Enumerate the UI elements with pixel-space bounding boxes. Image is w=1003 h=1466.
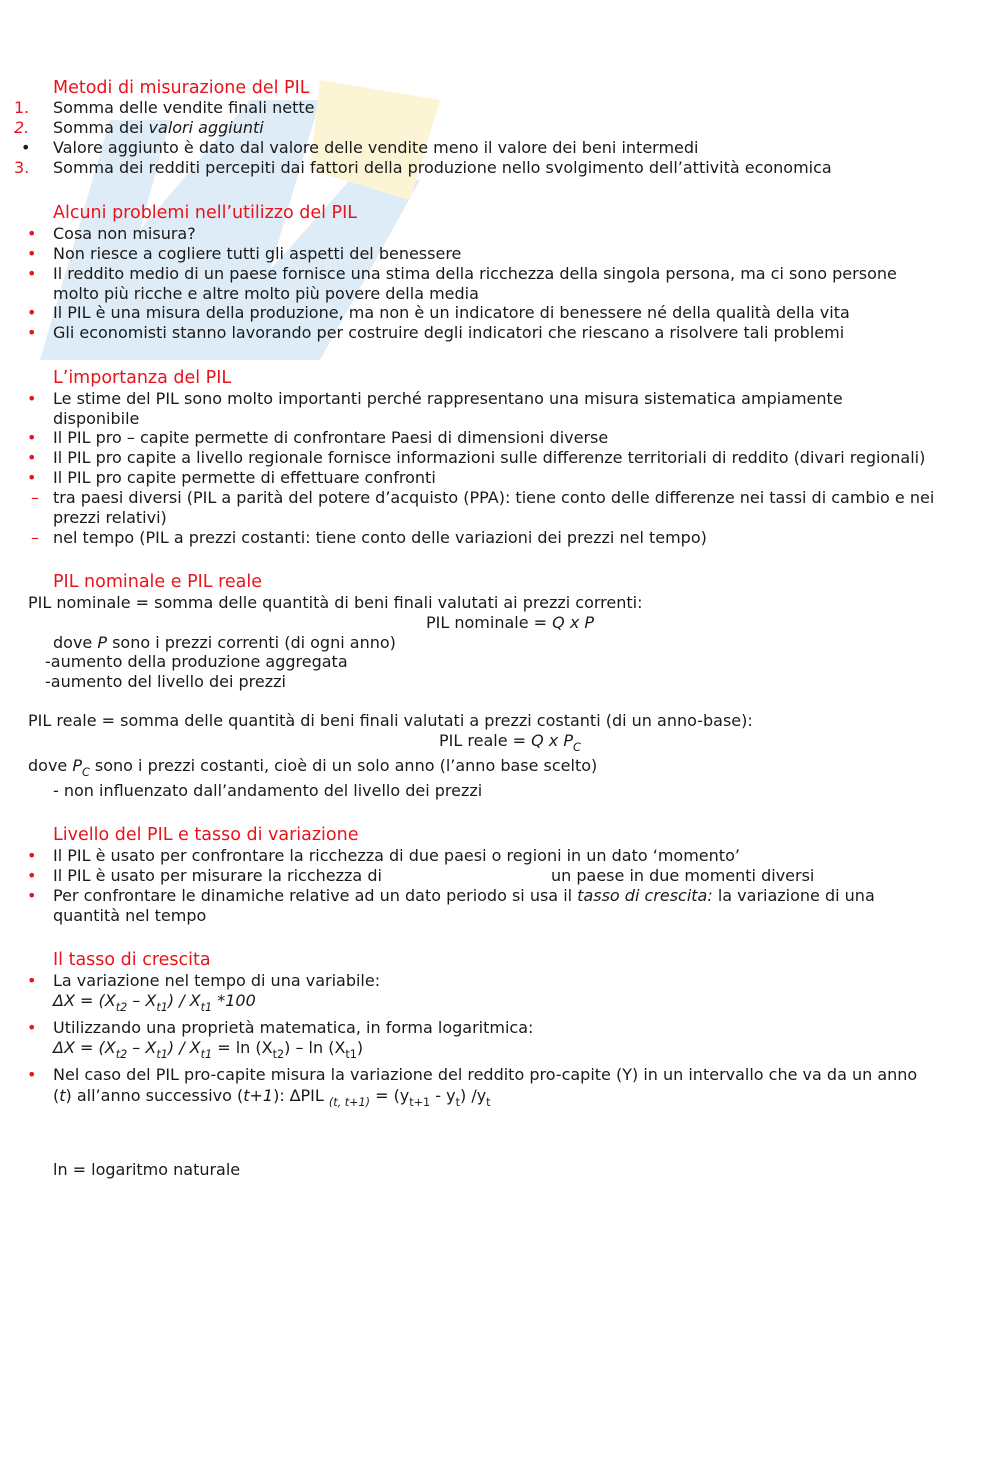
bullet-icon: • bbox=[27, 866, 37, 885]
footnote: ln = logaritmo naturale bbox=[53, 1160, 241, 1179]
section-title-metodi: Metodi di misurazione del PIL bbox=[53, 78, 310, 98]
list-item: Non riesce a cogliere tutti gli aspetti del benessere bbox=[53, 244, 462, 263]
list-item: Il PIL è una misura della produzione, ma non è un indicatore di benessere né della qualità della vita bbox=[53, 303, 850, 322]
list-item: -aumento della produzione aggregata bbox=[45, 652, 348, 671]
bullet-icon: • bbox=[27, 846, 37, 865]
formula: $\Delta X = (X_{t2} - X_{t1}) / X_{t1} = \ln (X_{t2}) - \ln (X_{t1})$ bbox=[53, 1038, 364, 1061]
list-item: Le stime del PIL sono molto importanti perché rappresentano una misura sistematica ampiamente bbox=[53, 389, 843, 408]
bullet-icon: • bbox=[21, 138, 31, 157]
sub-list-item-continuation: prezzi relativi) bbox=[53, 508, 167, 527]
bullet-icon: • bbox=[27, 303, 37, 322]
bullet-icon: • bbox=[27, 264, 37, 283]
bullet-icon: • bbox=[27, 448, 37, 467]
list-item-continuation: molto più ricche e altre molto più povere della media bbox=[53, 284, 479, 303]
formula: PIL nominale = Q x P bbox=[426, 613, 595, 632]
definition-text: PIL reale = somma delle quantità di beni finali valutati a prezzi costanti (di un anno-base): bbox=[28, 711, 753, 730]
bullet-icon: • bbox=[27, 244, 37, 263]
bullet-icon: • bbox=[27, 886, 37, 905]
list-item: Per confrontare le dinamiche relative ad un dato periodo si usa il tasso di crescita: la variazione di una bbox=[53, 886, 875, 905]
section-title-importanza: L’importanza del PIL bbox=[53, 368, 232, 388]
bullet-icon: • bbox=[27, 389, 37, 408]
list-item: Il reddito medio di un paese fornisce una stima della ricchezza della singola persona, ma ci sono persone bbox=[53, 264, 897, 283]
list-item-tail: un paese in due momenti diversi bbox=[551, 866, 815, 885]
list-item: -aumento del livello dei prezzi bbox=[45, 672, 286, 691]
bullet-icon: • bbox=[27, 1018, 37, 1037]
list-item: Cosa non misura? bbox=[53, 224, 196, 243]
bullet-icon: • bbox=[27, 971, 37, 990]
section-title-nominale-reale: PIL nominale e PIL reale bbox=[53, 572, 263, 592]
bullet-icon: • bbox=[27, 1065, 37, 1084]
list-item-continuation: disponibile bbox=[53, 409, 140, 428]
section-title-livello: Livello del PIL e tasso di variazione bbox=[53, 825, 359, 845]
dash-icon: – bbox=[31, 488, 39, 507]
list-item: Il PIL pro capite permette di effettuare confronti bbox=[53, 468, 436, 487]
dash-icon: – bbox=[31, 528, 39, 547]
list-item: Il PIL pro – capite permette di confrontare Paesi di dimensioni diverse bbox=[53, 428, 609, 447]
sub-list-item: nel tempo (PIL a prezzi costanti: tiene conto delle variazioni dei prezzi nel tempo) bbox=[53, 528, 707, 547]
list-item: Il PIL pro capite a livello regionale fornisce informazioni sulle differenze territoriali di reddito (divari regionali) bbox=[53, 448, 926, 467]
bullet-icon: • bbox=[27, 323, 37, 342]
list-item-continuation: (t) all’anno successivo (t+1): ∆PIL $_{(t, t+1)} = (y_{t+1} - y_t)$ $/y_t$ bbox=[53, 1086, 491, 1109]
section-title-tasso: Il tasso di crescita bbox=[53, 950, 211, 970]
list-item: Somma delle vendite finali nette bbox=[53, 98, 315, 117]
list-item: - non influenzato dall’andamento del livello dei prezzi bbox=[53, 781, 483, 800]
list-item: Gli economisti stanno lavorando per costruire degli indicatori che riescano a risolvere tali problemi bbox=[53, 323, 845, 342]
list-number: 2. bbox=[14, 118, 30, 137]
list-item: Somma dei valori aggiunti bbox=[53, 118, 264, 137]
list-number: 3. bbox=[14, 158, 30, 177]
formula: PIL reale = Q x $P_C$ bbox=[439, 731, 581, 754]
list-item: La variazione nel tempo di una variabile: bbox=[53, 971, 381, 990]
bullet-icon: • bbox=[27, 428, 37, 447]
definition-text: dove $P_C$ sono i prezzi costanti, cioè di un solo anno (l’anno base scelto) bbox=[28, 756, 598, 779]
formula: $\Delta X = (X_{t2} - X_{t1}) / X_{t1}$ *100 bbox=[53, 991, 256, 1014]
list-number: 1. bbox=[14, 98, 30, 117]
list-item: Il PIL è usato per misurare la ricchezza di bbox=[53, 866, 382, 885]
list-item: Utilizzando una proprietà matematica, in forma logaritmica: bbox=[53, 1018, 534, 1037]
definition-text: PIL nominale = somma delle quantità di beni finali valutati ai prezzi correnti: bbox=[28, 593, 643, 612]
list-item: Nel caso del PIL pro-capite misura la variazione del reddito pro-capite (Y) in un intervallo che va da un anno bbox=[53, 1065, 918, 1084]
sub-list-item: tra paesi diversi (PIL a parità del potere d’acquisto (PPA): tiene conto delle differenze nei tassi di cambio e nei bbox=[53, 488, 935, 507]
list-item-continuation: quantità nel tempo bbox=[53, 906, 207, 925]
list-item: Somma dei redditi percepiti dai fattori della produzione nello svolgimento dell’attività economica bbox=[53, 158, 832, 177]
section-title-problemi: Alcuni problemi nell’utilizzo del PIL bbox=[53, 203, 357, 223]
bullet-icon: • bbox=[27, 224, 37, 243]
list-item: Valore aggiunto è dato dal valore delle vendite meno il valore dei beni intermedi bbox=[53, 138, 699, 157]
definition-text: dove P sono i prezzi correnti (di ogni anno) bbox=[53, 633, 396, 652]
list-item: Il PIL è usato per confrontare la ricchezza di due paesi o regioni in un dato ‘momento’ bbox=[53, 846, 740, 865]
bullet-icon: • bbox=[27, 468, 37, 487]
